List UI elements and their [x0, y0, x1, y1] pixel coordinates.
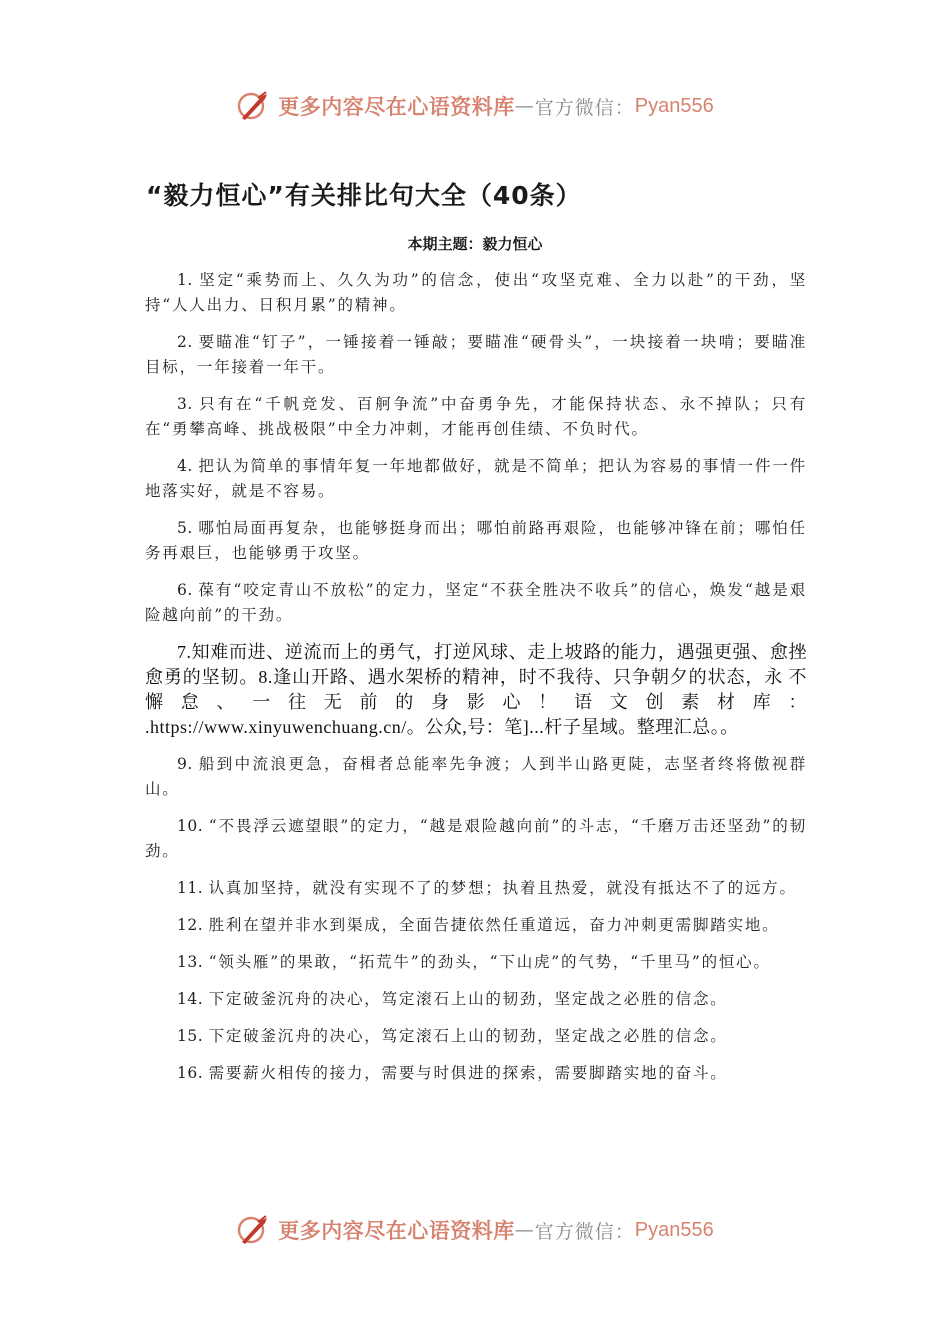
banner-dash: —	[514, 95, 535, 117]
list-item: 10. “不畏浮云遮望眼”的定力，“越是艰险越向前”的斗志，“千磨万击还坚劲”的韧劲。	[145, 817, 807, 860]
list-item-merged: 7.知难而进、逆流而上的勇气，打逆风球、走上坡路的能力，遇强更强、愈挫愈勇的坚韧。8.逢山开路、遇水架桥的精神，时不我待、只争朝夕的状态，永 不 懈 怠 、 一 往 无 前 的 身 影 心 ！ 语 文 创 素 材 库 ： .https://www.xinyuwenchuang.cn/。公众,号：笔]...杆子星域。整理汇总。。	[145, 642, 807, 737]
list-item: 4. 把认为简单的事情年复一年地都做好，就是不简单；把认为容易的事情一件一件地落实好，就是不容易。	[145, 457, 807, 500]
list-item: 2. 要瞄准“钉子”，一锤接着一锤敲；要瞄准“硬骨头”，一块接着一块啃；要瞄准目标，一年接着一年干。	[145, 333, 807, 376]
list-item: 6. 葆有“咬定青山不放松”的定力，坚定“不获全胜决不收兵”的信心，焕发“越是艰险越向前”的干劲。	[145, 581, 807, 624]
list-item: 11. 认真加坚持，就没有实现不了的梦想；执着且热爱，就没有抵达不了的远方。	[177, 879, 797, 897]
footer-banner	[0, 1210, 950, 1250]
list-item: 15. 下定破釜沉舟的决心，笃定滚石上山的韧劲，坚定战之必胜的信念。	[177, 1027, 728, 1045]
banner-dash: —	[514, 1219, 535, 1241]
list-item: 3. 只有在“千帆竞发、百舸争流”中奋勇争先，才能保持状态、永不掉队；只有在“勇攀高峰、挑战极限”中全力冲刺，才能再创佳绩、不负时代。	[145, 395, 807, 438]
list-item: 12. 胜利在望并非水到渠成，全面告捷依然任重道远，奋力冲刺更需脚踏实地。	[177, 916, 780, 934]
banner-wechat-label: 官方微信：	[534, 96, 635, 119]
list-item: 5. 哪怕局面再复杂，也能够挺身而出；哪怕前路再艰险，也能够冲锋在前；哪怕任务再艰巨，也能够勇于攻坚。	[145, 519, 807, 562]
list-item: 14. 下定破釜沉舟的决心，笃定滚石上山的韧劲，坚定战之必胜的信念。	[177, 990, 728, 1008]
list-item: 13. “领头雁”的果敢，“拓荒牛”的劲头，“下山虎”的气势，“千里马”的恒心。	[177, 953, 771, 971]
item-list	[145, 268, 807, 1098]
list-item: 1. 坚定“乘势而上、久久为功”的信念，使出“攻坚克难、全力以赴”的干劲，坚持“人人出力、日积月累”的精神。	[145, 271, 808, 314]
banner-library-text: 更多内容尽在心语资料库	[278, 1218, 515, 1243]
pen-logo-icon	[236, 88, 272, 124]
pen-logo-icon	[236, 1212, 272, 1248]
document-subtitle: 本期主题：毅力恒心	[407, 235, 543, 253]
banner-wechat-id: Pyan556	[634, 1218, 714, 1241]
banner-wechat-label: 官方微信：	[534, 1220, 635, 1243]
banner-library-text: 更多内容尽在心语资料库	[278, 94, 515, 119]
banner-wechat-id: Pyan556	[634, 94, 714, 117]
list-item: 16. 需要薪火相传的接力，需要与时俱进的探索，需要脚踏实地的奋斗。	[177, 1064, 728, 1082]
document-title: “毅力恒心”有关排比句大全（40条）	[146, 181, 582, 210]
header-banner	[0, 86, 950, 126]
list-item: 9. 船到中流浪更急，奋楫者总能率先争渡；人到半山路更陡，志坚者终将傲视群山。	[145, 755, 808, 798]
